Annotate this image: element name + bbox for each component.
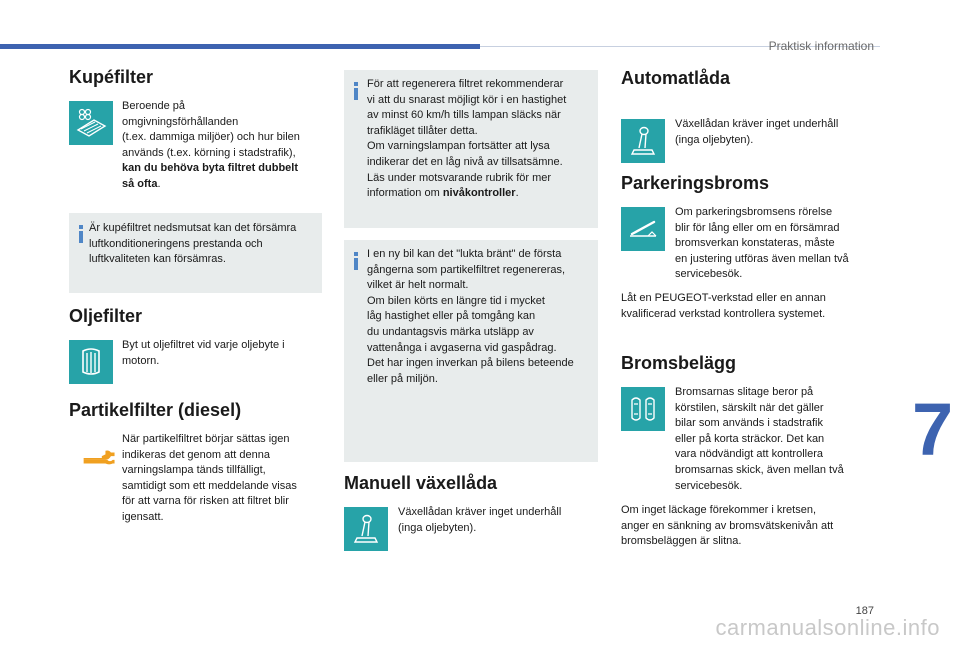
parkeringsbroms-after-text: Låt en PEUGEOT-verkstad eller en annan kvalificerad verkstad kontrollera systemet. xyxy=(621,292,826,320)
kupefilter-text: Beroende på omgivningsförhållanden (t.ex. dammiga miljöer) och hur bilen används (t.ex. körning i stadstrafik), kan du behöva byta filtret dubbelt så ofta. xyxy=(122,100,300,190)
header-bar xyxy=(0,44,480,49)
section-label: Praktisk information xyxy=(768,39,874,53)
oil-filter-icon xyxy=(69,340,113,384)
oljefilter-text: Byt ut oljefiltret vid varje oljebyte i motorn. xyxy=(122,339,285,367)
parking-brake-icon xyxy=(621,207,665,251)
heading-kupefilter: Kupéfilter xyxy=(69,67,154,87)
heading-bromsbelagg: Bromsbelägg xyxy=(621,353,737,373)
chapter-tab xyxy=(906,380,960,490)
note-regenerate: För att regenerera filtret rekommenderar vi att du snarast möjligt kör i en hastighet av minst 60 km/h tills lampan släcks när trafikläget tillåter detta. Om varningslampan fortsätter att lysa indikerar det en låg nivå av tillsatsämne. Läs under motsvarande rubrik för mer information om nivåkontroller. xyxy=(344,70,598,228)
info-icon xyxy=(354,252,358,270)
info-icon xyxy=(354,82,358,100)
info-icon xyxy=(79,225,83,243)
bromsbelagg-after-text: Om inget läckage förekommer i kretsen, anger en sänkning av bromsvätskenivån att bromsbeläggen är slitna. xyxy=(621,504,834,548)
watermark: carmanualsonline.info xyxy=(715,615,940,640)
automat-text: Växellådan kräver inget underhåll (inga oljebyten). xyxy=(675,118,839,146)
manuell-text: Växellådan kräver inget underhåll (inga oljebyten). xyxy=(398,506,562,534)
cabin-filter-icon xyxy=(69,101,113,145)
wrench-icon xyxy=(78,436,122,480)
note-smell: I en ny bil kan det "lukta bränt" de första gångerna som partikelfiltret regenereras, vilket är helt normalt. Om bilen körts en längre tid i mycket låg hastighet eller på tomgång kan du undantagsvis märka utsläpp av vattenånga i avgaserna vid gaspådrag. Det har ingen inverkan på bilens beteende eller på miljön. xyxy=(344,240,598,462)
parkeringsbroms-text: Om parkeringsbromsens rörelse blir för lång eller om en försämrad bromsverkan konstateras, måste en justering utföras även mellan två servicebesök. xyxy=(675,206,849,281)
brake-pads-icon xyxy=(621,387,665,431)
bromsbelagg-text: Bromsarnas slitage beror på körstilen, särskilt när det gäller bilar som används i stadstrafik eller på korta sträckor. Det kan vara nödvändigt att kontrollera bromsarnas skick, även mellan två servicebesök. xyxy=(675,386,844,492)
partikelfilter-text: När partikelfiltret börjar sättas igen indikeras det genom att denna varningslampa tänds tillfälligt, samtidigt som ett meddelande visas för att varna för risken att filtret blir igensatt. xyxy=(122,433,297,523)
heading-oljefilter: Oljefilter xyxy=(69,306,143,326)
note-kupefilter: Är kupéfiltret nedsmutsat kan det försämra luftkonditioneringens prestanda och luftkvaliteten kan försämras. xyxy=(69,213,322,293)
gear-lever-icon xyxy=(344,507,388,551)
gear-lever-icon xyxy=(621,119,665,163)
heading-automat: Automatlåda xyxy=(621,68,731,88)
heading-partikelfilter: Partikelfilter (diesel) xyxy=(69,400,242,420)
heading-parkeringsbroms: Parkeringsbroms xyxy=(621,173,770,193)
heading-manuell: Manuell växellåda xyxy=(344,473,498,493)
page-number: 187 xyxy=(855,605,874,617)
chapter-number: 7 xyxy=(912,388,954,471)
